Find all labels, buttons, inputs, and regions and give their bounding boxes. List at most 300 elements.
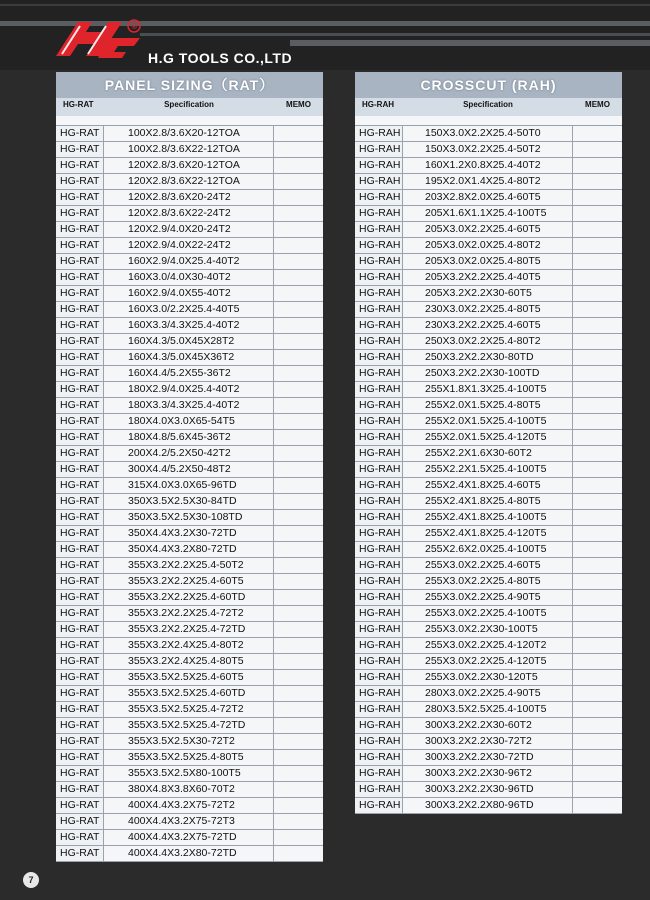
table-row <box>355 542 622 558</box>
table-row <box>56 462 323 478</box>
row-spec: 355X3.2X2.4X25.4-80T2 <box>104 638 274 653</box>
row-spec: 230X3.2X2.2X25.4-60T5 <box>403 318 573 333</box>
row-code: HG-RAH <box>355 158 403 173</box>
row-memo <box>573 510 622 525</box>
table-row <box>355 734 622 750</box>
row-code: HG-RAH <box>355 382 403 397</box>
row-memo <box>274 190 323 205</box>
row-memo <box>274 238 323 253</box>
row-memo <box>274 574 323 589</box>
row-memo <box>274 334 323 349</box>
table-row <box>56 670 323 686</box>
row-code: HG-RAH <box>355 670 403 685</box>
panel-sizing-table <box>56 72 323 862</box>
row-memo <box>573 718 622 733</box>
table-row <box>56 590 323 606</box>
table-row <box>355 382 622 398</box>
row-memo <box>573 206 622 221</box>
table-row <box>56 286 323 302</box>
table-row <box>355 350 622 366</box>
row-spec: 300X3.2X2.2X30-72T2 <box>403 734 573 749</box>
row-memo <box>274 414 323 429</box>
table-row <box>355 302 622 318</box>
table-row <box>355 126 622 142</box>
row-spec: 355X3.2X2.2X25.4-60TD <box>104 590 274 605</box>
table-row <box>355 622 622 638</box>
row-code: HG-RAT <box>56 718 104 733</box>
row-code: HG-RAH <box>355 782 403 797</box>
row-spec: 160X4.3/5.0X45X36T2 <box>104 350 274 365</box>
table-row <box>355 206 622 222</box>
row-memo <box>573 174 622 189</box>
row-code: HG-RAT <box>56 798 104 813</box>
row-code: HG-RAT <box>56 222 104 237</box>
table-row <box>355 462 622 478</box>
row-spec: 160X3.0/2.2X25.4-40T5 <box>104 302 274 317</box>
table-row <box>355 222 622 238</box>
table-row <box>56 686 323 702</box>
row-code: HG-RAH <box>355 478 403 493</box>
row-memo <box>573 542 622 557</box>
row-spec: 160X4.4/5.2X55-36T2 <box>104 366 274 381</box>
row-memo <box>573 366 622 381</box>
row-memo <box>573 766 622 781</box>
row-spec: 400X4.4X3.2X75-72T3 <box>104 814 274 829</box>
row-code: HG-RAT <box>56 286 104 301</box>
table-row <box>56 558 323 574</box>
table-row <box>355 654 622 670</box>
row-code: HG-RAH <box>355 414 403 429</box>
column-header-memo: MEMO <box>286 100 311 109</box>
row-memo <box>573 734 622 749</box>
row-code: HG-RAH <box>355 254 403 269</box>
table-row <box>56 718 323 734</box>
row-memo <box>274 142 323 157</box>
row-code: HG-RAT <box>56 686 104 701</box>
table-row <box>56 798 323 814</box>
row-code: HG-RAT <box>56 398 104 413</box>
table-row <box>56 302 323 318</box>
column-header-row <box>355 98 622 116</box>
row-memo <box>274 302 323 317</box>
table-row <box>56 526 323 542</box>
row-spec: 350X3.5X2.5X30-108TD <box>104 510 274 525</box>
header-stripe <box>0 4 650 6</box>
header-spacer <box>56 116 323 126</box>
row-spec: 355X3.5X2.5X30-72T2 <box>104 734 274 749</box>
table-row <box>355 750 622 766</box>
row-code: HG-RAT <box>56 206 104 221</box>
row-memo <box>573 398 622 413</box>
row-code: HG-RAT <box>56 846 104 861</box>
table-row <box>56 750 323 766</box>
row-code: HG-RAH <box>355 270 403 285</box>
row-spec: 250X3.2X2.2X30-100TD <box>403 366 573 381</box>
table-row <box>355 670 622 686</box>
row-code: HG-RAH <box>355 734 403 749</box>
row-spec: 355X3.5X2.5X25.4-72T2 <box>104 702 274 717</box>
row-memo <box>274 158 323 173</box>
row-memo <box>274 782 323 797</box>
panel-title: PANEL SIZING（RAT） <box>56 72 323 98</box>
row-memo <box>573 702 622 717</box>
row-code: HG-RAH <box>355 238 403 253</box>
row-memo <box>274 478 323 493</box>
table-row <box>56 174 323 190</box>
table-row <box>355 798 622 814</box>
table-row <box>355 430 622 446</box>
row-spec: 120X2.8/3.6X20-24T2 <box>104 190 274 205</box>
row-spec: 300X4.4/5.2X50-48T2 <box>104 462 274 477</box>
row-memo <box>274 270 323 285</box>
row-code: HG-RAT <box>56 494 104 509</box>
row-spec: 160X3.3/4.3X25.4-40T2 <box>104 318 274 333</box>
row-code: HG-RAT <box>56 270 104 285</box>
row-code: HG-RAH <box>355 190 403 205</box>
column-header-spec: Specification <box>164 100 214 109</box>
row-memo <box>274 430 323 445</box>
table-row <box>56 622 323 638</box>
row-memo <box>274 398 323 413</box>
row-code: HG-RAT <box>56 430 104 445</box>
row-memo <box>573 606 622 621</box>
row-spec: 380X4.8X3.8X60-70T2 <box>104 782 274 797</box>
panel-title: CROSSCUT (RAH) <box>355 72 622 98</box>
table-row <box>56 414 323 430</box>
row-spec: 250X3.2X2.2X30-80TD <box>403 350 573 365</box>
table-row <box>56 654 323 670</box>
row-spec: 255X3.0X2.2X30-100T5 <box>403 622 573 637</box>
table-row <box>355 318 622 334</box>
row-spec: 205X3.2X2.2X30-60T5 <box>403 286 573 301</box>
row-spec: 230X3.0X2.2X25.4-80T5 <box>403 302 573 317</box>
row-memo <box>274 382 323 397</box>
row-memo <box>573 382 622 397</box>
row-code: HG-RAH <box>355 526 403 541</box>
table-row <box>355 782 622 798</box>
row-spec: 255X3.0X2.2X25.4-60T5 <box>403 558 573 573</box>
row-memo <box>573 670 622 685</box>
table-row <box>355 766 622 782</box>
row-memo <box>573 302 622 317</box>
row-spec: 205X3.0X2.0X25.4-80T2 <box>403 238 573 253</box>
row-memo <box>274 622 323 637</box>
row-code: HG-RAH <box>355 702 403 717</box>
table-row <box>355 142 622 158</box>
row-code: HG-RAT <box>56 350 104 365</box>
row-spec: 255X2.0X1.5X25.4-100T5 <box>403 414 573 429</box>
row-memo <box>573 446 622 461</box>
row-memo <box>274 542 323 557</box>
table-row <box>355 510 622 526</box>
row-code: HG-RAT <box>56 414 104 429</box>
table-row <box>355 526 622 542</box>
row-spec: 180X4.0X3.0X65-54T5 <box>104 414 274 429</box>
page-header <box>0 0 650 70</box>
row-memo <box>274 494 323 509</box>
row-memo <box>274 350 323 365</box>
table-row <box>56 574 323 590</box>
row-memo <box>274 366 323 381</box>
row-code: HG-RAT <box>56 670 104 685</box>
row-spec: 255X2.2X1.5X25.4-100T5 <box>403 462 573 477</box>
row-memo <box>573 142 622 157</box>
table-row <box>56 350 323 366</box>
row-spec: 120X2.8/3.6X22-24T2 <box>104 206 274 221</box>
row-spec: 150X3.0X2.2X25.4-50T0 <box>403 126 573 141</box>
row-memo <box>274 830 323 845</box>
table-row <box>355 174 622 190</box>
row-spec: 255X2.0X1.5X25.4-80T5 <box>403 398 573 413</box>
table-row <box>56 510 323 526</box>
table-row <box>56 782 323 798</box>
row-memo <box>573 158 622 173</box>
row-code: HG-RAH <box>355 302 403 317</box>
row-code: HG-RAH <box>355 718 403 733</box>
table-body <box>56 126 323 862</box>
row-spec: 350X4.4X3.2X80-72TD <box>104 542 274 557</box>
row-code: HG-RAT <box>56 142 104 157</box>
row-memo <box>274 750 323 765</box>
table-row <box>56 254 323 270</box>
row-memo <box>274 798 323 813</box>
table-row <box>355 590 622 606</box>
row-code: HG-RAH <box>355 494 403 509</box>
table-row <box>56 638 323 654</box>
table-row <box>355 238 622 254</box>
row-memo <box>274 558 323 573</box>
row-spec: 205X1.6X1.1X25.4-100T5 <box>403 206 573 221</box>
row-code: HG-RAH <box>355 126 403 141</box>
row-memo <box>274 702 323 717</box>
table-row <box>56 270 323 286</box>
row-code: HG-RAT <box>56 174 104 189</box>
table-row <box>355 574 622 590</box>
table-row <box>56 158 323 174</box>
row-code: HG-RAH <box>355 446 403 461</box>
row-memo <box>274 606 323 621</box>
row-spec: 200X4.2/5.2X50-42T2 <box>104 446 274 461</box>
table-row <box>56 814 323 830</box>
row-memo <box>573 286 622 301</box>
row-code: HG-RAH <box>355 318 403 333</box>
table-row <box>355 494 622 510</box>
row-code: HG-RAT <box>56 766 104 781</box>
row-memo <box>573 574 622 589</box>
table-row <box>56 318 323 334</box>
row-spec: 355X3.2X2.4X25.4-80T5 <box>104 654 274 669</box>
row-code: HG-RAT <box>56 510 104 525</box>
row-code: HG-RAH <box>355 510 403 525</box>
hg-logo-icon <box>48 16 144 62</box>
row-spec: 355X3.5X2.5X25.4-60T5 <box>104 670 274 685</box>
table-row <box>56 190 323 206</box>
row-code: HG-RAT <box>56 734 104 749</box>
row-memo <box>274 254 323 269</box>
row-memo <box>573 238 622 253</box>
row-spec: 255X3.0X2.2X25.4-120T5 <box>403 654 573 669</box>
table-row <box>56 606 323 622</box>
row-memo <box>573 190 622 205</box>
row-memo <box>274 318 323 333</box>
row-code: HG-RAH <box>355 430 403 445</box>
table-row <box>355 478 622 494</box>
row-spec: 350X4.4X3.2X30-72TD <box>104 526 274 541</box>
row-memo <box>274 526 323 541</box>
header-stripe <box>290 40 650 46</box>
table-row <box>355 558 622 574</box>
row-spec: 300X3.2X2.2X30-72TD <box>403 750 573 765</box>
row-code: HG-RAT <box>56 526 104 541</box>
row-code: HG-RAH <box>355 174 403 189</box>
row-spec: 180X2.9/4.0X25.4-40T2 <box>104 382 274 397</box>
table-row <box>56 334 323 350</box>
row-spec: 255X2.0X1.5X25.4-120T5 <box>403 430 573 445</box>
table-row <box>56 366 323 382</box>
row-memo <box>573 798 622 813</box>
table-body <box>355 126 622 814</box>
row-spec: 255X1.8X1.3X25.4-100T5 <box>403 382 573 397</box>
row-memo <box>274 286 323 301</box>
row-spec: 315X4.0X3.0X65-96TD <box>104 478 274 493</box>
row-memo <box>573 462 622 477</box>
row-code: HG-RAH <box>355 686 403 701</box>
row-code: HG-RAT <box>56 478 104 493</box>
row-memo <box>573 430 622 445</box>
row-code: HG-RAH <box>355 286 403 301</box>
row-code: HG-RAH <box>355 366 403 381</box>
row-spec: 250X3.0X2.2X25.4-80T2 <box>403 334 573 349</box>
table-row <box>56 846 323 862</box>
column-header-spec: Specification <box>463 100 513 109</box>
row-code: HG-RAH <box>355 654 403 669</box>
row-memo <box>274 510 323 525</box>
row-code: HG-RAT <box>56 702 104 717</box>
row-code: HG-RAT <box>56 654 104 669</box>
row-spec: 100X2.8/3.6X20-12TOA <box>104 126 274 141</box>
row-spec: 355X3.5X2.5X25.4-60TD <box>104 686 274 701</box>
table-row <box>56 542 323 558</box>
row-code: HG-RAH <box>355 590 403 605</box>
row-spec: 205X3.2X2.2X25.4-40T5 <box>403 270 573 285</box>
row-spec: 205X3.0X2.0X25.4-80T5 <box>403 254 573 269</box>
row-code: HG-RAT <box>56 190 104 205</box>
row-memo <box>573 638 622 653</box>
row-code: HG-RAT <box>56 558 104 573</box>
row-code: HG-RAT <box>56 318 104 333</box>
row-memo <box>573 318 622 333</box>
row-spec: 400X4.4X3.2X75-72TD <box>104 830 274 845</box>
row-code: HG-RAT <box>56 782 104 797</box>
header-stripe <box>140 33 650 36</box>
row-memo <box>573 126 622 141</box>
row-spec: 355X3.5X2.5X80-100T5 <box>104 766 274 781</box>
row-memo <box>573 350 622 365</box>
row-code: HG-RAT <box>56 542 104 557</box>
row-memo <box>573 782 622 797</box>
row-spec: 120X2.9/4.0X20-24T2 <box>104 222 274 237</box>
row-code: HG-RAH <box>355 142 403 157</box>
row-code: HG-RAT <box>56 334 104 349</box>
row-spec: 300X3.2X2.2X80-96TD <box>403 798 573 813</box>
row-memo <box>274 718 323 733</box>
registered-mark: ® <box>131 22 138 31</box>
row-memo <box>573 750 622 765</box>
table-row <box>355 686 622 702</box>
row-memo <box>274 590 323 605</box>
row-code: HG-RAH <box>355 766 403 781</box>
column-header-row <box>56 98 323 116</box>
row-spec: 160X4.3/5.0X45X28T2 <box>104 334 274 349</box>
row-memo <box>573 622 622 637</box>
table-row <box>56 766 323 782</box>
table-row <box>56 382 323 398</box>
row-code: HG-RAH <box>355 398 403 413</box>
row-spec: 120X2.9/4.0X22-24T2 <box>104 238 274 253</box>
row-memo <box>274 126 323 141</box>
row-memo <box>274 814 323 829</box>
column-header-memo: MEMO <box>585 100 610 109</box>
row-spec: 150X3.0X2.2X25.4-50T2 <box>403 142 573 157</box>
row-code: HG-RAT <box>56 366 104 381</box>
row-spec: 300X3.2X2.2X30-96TD <box>403 782 573 797</box>
row-code: HG-RAT <box>56 574 104 589</box>
row-code: HG-RAH <box>355 542 403 557</box>
row-code: HG-RAT <box>56 750 104 765</box>
row-spec: 180X3.3/4.3X25.4-40T2 <box>104 398 274 413</box>
row-spec: 255X3.0X2.2X25.4-90T5 <box>403 590 573 605</box>
table-row <box>355 638 622 654</box>
row-spec: 355X3.5X2.5X25.4-80T5 <box>104 750 274 765</box>
table-row <box>355 254 622 270</box>
column-header-code: HG-RAH <box>362 100 394 109</box>
table-row <box>355 366 622 382</box>
row-spec: 255X3.0X2.2X25.4-120T2 <box>403 638 573 653</box>
row-code: HG-RAT <box>56 462 104 477</box>
row-memo <box>573 558 622 573</box>
row-spec: 280X3.5X2.5X25.4-100T5 <box>403 702 573 717</box>
table-row <box>56 478 323 494</box>
row-memo <box>573 254 622 269</box>
table-row <box>56 142 323 158</box>
table-row <box>56 126 323 142</box>
row-memo <box>573 222 622 237</box>
row-code: HG-RAH <box>355 798 403 813</box>
table-row <box>56 830 323 846</box>
row-code: HG-RAH <box>355 638 403 653</box>
table-row <box>355 446 622 462</box>
row-code: HG-RAT <box>56 238 104 253</box>
row-spec: 355X3.2X2.2X25.4-60T5 <box>104 574 274 589</box>
row-spec: 400X4.4X3.2X80-72TD <box>104 846 274 861</box>
row-spec: 355X3.5X2.5X25.4-72TD <box>104 718 274 733</box>
row-code: HG-RAT <box>56 302 104 317</box>
row-spec: 355X3.2X2.2X25.4-72T2 <box>104 606 274 621</box>
row-spec: 400X4.4X3.2X75-72T2 <box>104 798 274 813</box>
row-memo <box>274 846 323 861</box>
table-row <box>355 718 622 734</box>
row-code: HG-RAT <box>56 126 104 141</box>
row-spec: 255X2.4X1.8X25.4-100T5 <box>403 510 573 525</box>
row-spec: 300X3.2X2.2X30-96T2 <box>403 766 573 781</box>
table-row <box>355 286 622 302</box>
row-spec: 195X2.0X1.4X25.4-80T2 <box>403 174 573 189</box>
row-memo <box>274 766 323 781</box>
row-spec: 255X3.0X2.2X25.4-80T5 <box>403 574 573 589</box>
table-row <box>355 190 622 206</box>
row-code: HG-RAT <box>56 814 104 829</box>
table-row <box>56 702 323 718</box>
